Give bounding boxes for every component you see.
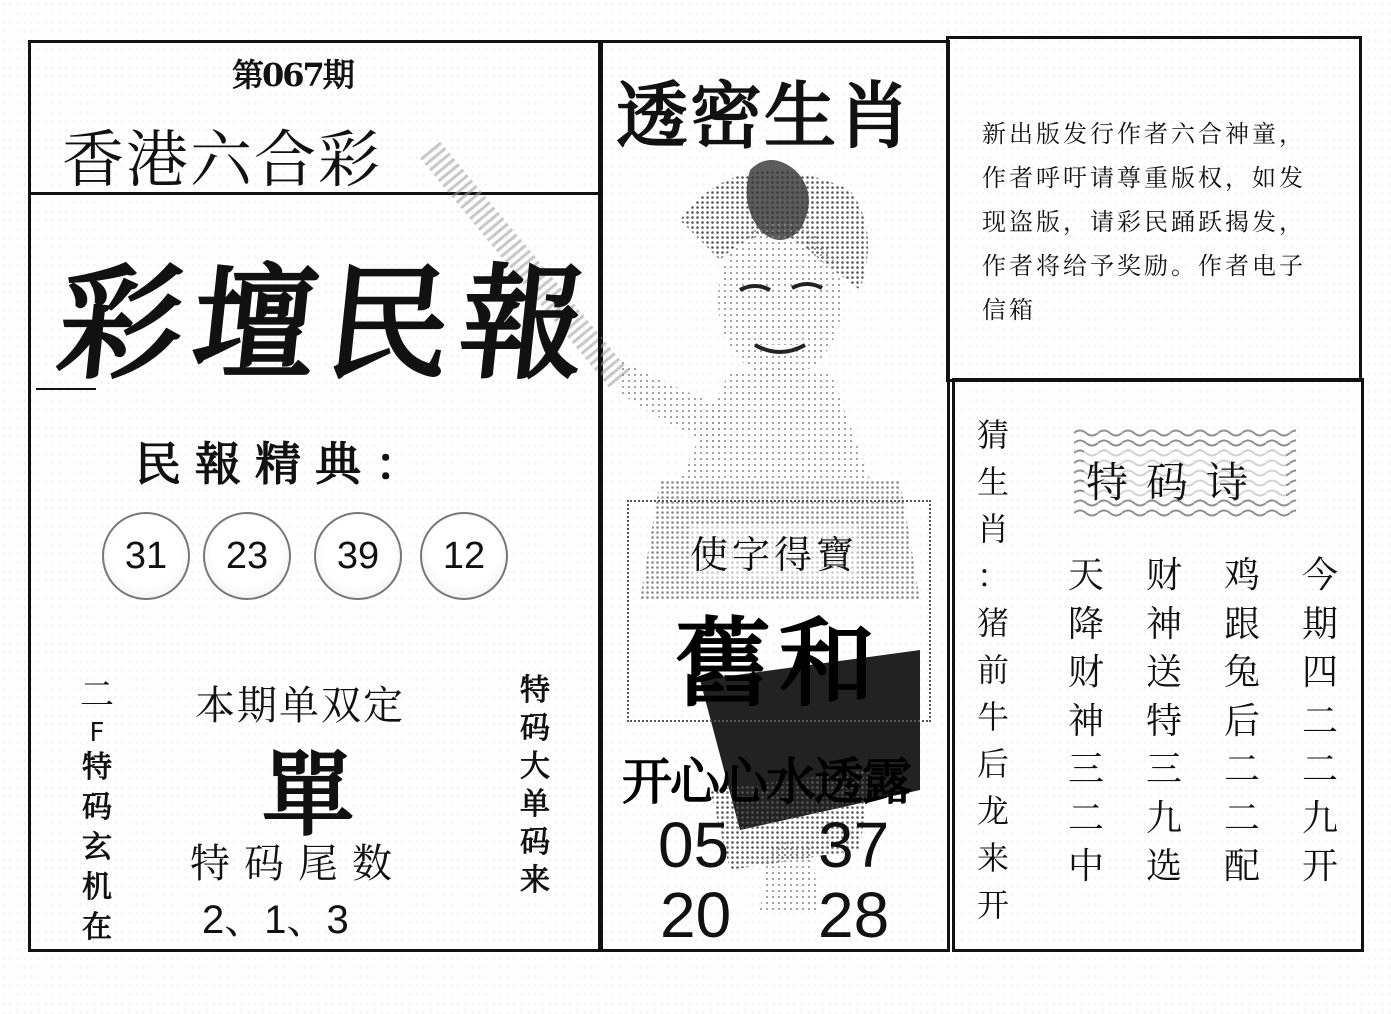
vertical-char: 猪 <box>976 604 1009 642</box>
odd-even-title: 本期单双定 <box>195 683 405 729</box>
number-ball: 23 <box>203 512 291 600</box>
vertical-char: 码 <box>520 711 550 746</box>
poem-char: 四 <box>1301 652 1338 693</box>
vertical-char: 二 <box>80 675 114 715</box>
brand-title: 香港六合彩 <box>62 123 383 196</box>
poem-char: 降 <box>1068 603 1105 645</box>
poem-char: 配 <box>1223 846 1260 887</box>
poem-title: 特码诗 <box>1086 458 1267 507</box>
poem-char: 财 <box>1068 652 1105 693</box>
poem-title-banner <box>1074 428 1296 518</box>
vertical-char: 来 <box>976 839 1009 877</box>
vertical-char: 特 <box>520 673 550 708</box>
vertical-char: 龙 <box>976 792 1009 830</box>
vertical-char: 码 <box>82 790 112 825</box>
vertical-char: ： <box>976 557 1009 595</box>
vertical-char: 在 <box>82 910 112 945</box>
reveal-number: 05 <box>658 809 730 881</box>
classic-heading: 民報精典： <box>135 437 435 491</box>
hint-chars: 舊和 <box>675 607 883 720</box>
reveal-number: 28 <box>818 879 890 951</box>
newspaper-title: 彩壇民報 <box>51 252 603 397</box>
poem-char: 二 <box>1068 797 1105 839</box>
poem-char: 期 <box>1301 603 1338 645</box>
notice-line: 信箱 <box>982 296 1036 324</box>
poem-char: 天 <box>1068 555 1105 596</box>
vertical-char: 大 <box>520 749 550 784</box>
poem-char: 鸡 <box>1223 555 1260 596</box>
vertical-char: 来 <box>520 863 550 898</box>
tail-heading: 特码尾数 <box>190 841 406 887</box>
guess-zodiac-vertical <box>968 412 1018 929</box>
vertical-char: 牛 <box>976 698 1009 736</box>
reveal-number: 20 <box>660 879 732 951</box>
poem-column <box>1146 552 1182 892</box>
poem-char: 跟 <box>1223 603 1260 645</box>
poem-char: 后 <box>1223 700 1260 742</box>
poem-char: 二 <box>1301 749 1338 790</box>
vertical-char: 特 <box>82 750 112 785</box>
notice-line: 现盗版，请彩民踊跃揭发， <box>982 208 1306 236</box>
notice-line: 作者将给予奖励。作者电子 <box>982 252 1306 280</box>
reveal-number: 37 <box>818 809 890 881</box>
vertical-char: F <box>89 718 105 748</box>
poem-char: 今 <box>1301 555 1338 596</box>
poem-char: 二 <box>1223 797 1260 839</box>
vertical-char: 机 <box>82 870 112 905</box>
number-ball: 39 <box>314 512 402 600</box>
issue-number: 第067期 <box>232 56 353 94</box>
notice-line: 新出版发行作者六合神童， <box>982 120 1306 148</box>
vertical-char: 后 <box>976 745 1009 783</box>
poem-char: 财 <box>1145 555 1182 596</box>
vertical-char: 玄 <box>82 830 112 865</box>
poem-char: 神 <box>1145 603 1182 645</box>
vertical-char: 码 <box>520 825 550 860</box>
number-ball: 31 <box>102 512 190 600</box>
poem-char: 特 <box>1145 700 1182 742</box>
poem-char: 送 <box>1145 652 1182 693</box>
poem-column <box>1302 552 1338 892</box>
poem-body <box>1068 552 1338 892</box>
poem-char: 三 <box>1145 749 1182 790</box>
notice-line: 作者呼吁请尊重版权，如发 <box>982 164 1306 192</box>
poem-char: 开 <box>1301 846 1338 887</box>
poem-char: 中 <box>1068 846 1105 887</box>
poem-char: 九 <box>1301 797 1338 839</box>
tail-numbers: 2、1、3 <box>202 898 349 942</box>
vertical-char: 肖 <box>976 510 1009 548</box>
poem-char: 选 <box>1145 846 1182 887</box>
vertical-char: 单 <box>520 787 550 822</box>
middle-title: 透密生肖 <box>616 73 913 158</box>
vertical-char: 生 <box>976 463 1009 501</box>
poem-column <box>1224 552 1260 892</box>
author-notice <box>982 112 1306 332</box>
left-vertical-note <box>72 672 122 948</box>
poem-char: 兔 <box>1223 652 1260 693</box>
right-vertical-note <box>510 672 560 900</box>
char-hint-label: 使字得寶 <box>690 524 858 579</box>
poem-char: 神 <box>1068 700 1105 742</box>
odd-even-value: 單 <box>262 741 355 849</box>
number-ball: 12 <box>420 512 508 600</box>
vertical-char: 前 <box>976 651 1009 689</box>
vertical-char: 猜 <box>976 416 1009 454</box>
poem-char: 三 <box>1068 749 1105 790</box>
vertical-char: 开 <box>976 886 1009 924</box>
reveal-heading: 开心心水透露 <box>622 753 910 811</box>
poem-char: 九 <box>1145 797 1182 839</box>
poem-char: 二 <box>1223 749 1260 790</box>
poem-column <box>1068 552 1104 892</box>
poem-char: 二 <box>1301 700 1338 742</box>
